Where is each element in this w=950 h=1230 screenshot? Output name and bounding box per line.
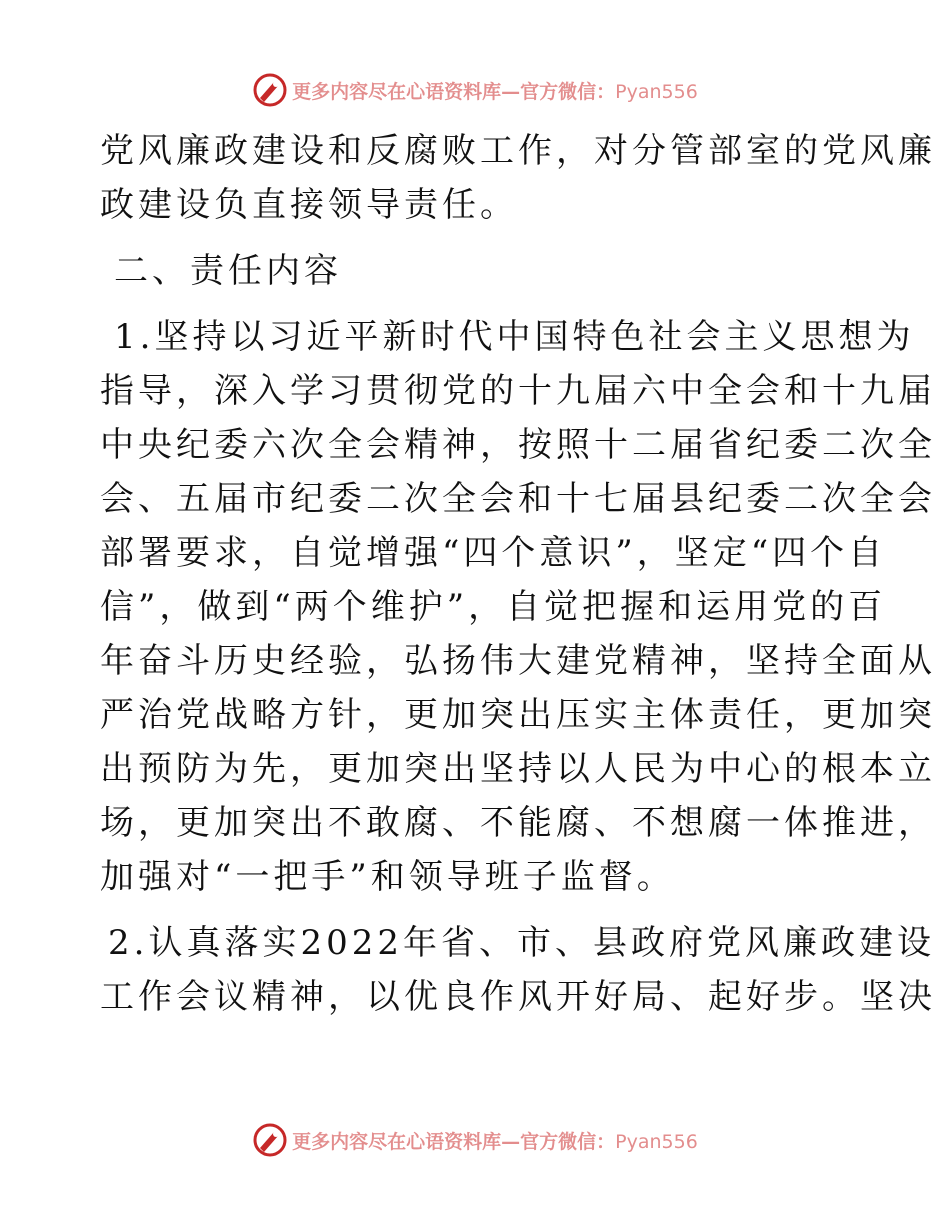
pen-logo-icon xyxy=(252,1122,288,1158)
paragraph-line: 中央纪委六次全会精神，按照十二届省纪委二次全 xyxy=(100,425,936,465)
paragraph-line: 工作会议精神，以优良作风开好局、起好步。坚决 xyxy=(100,977,936,1017)
watermark-bottom xyxy=(0,1120,950,1160)
watermark-wechat-id: Pyan556 xyxy=(615,1130,698,1153)
paragraph-line: 加强对“一把手”和领导班子监督。 xyxy=(100,857,675,897)
document-body xyxy=(100,124,936,1024)
watermark-top xyxy=(0,70,950,110)
paragraph-line: 年奋斗历史经验，弘扬伟大建党精神，坚持全面从 xyxy=(100,641,936,681)
paragraph-line: 党风廉政建设和反腐败工作，对分管部室的党风廉 xyxy=(100,131,936,171)
paragraph-line: 场，更加突出不敢腐、不能腐、不想腐一体推进， xyxy=(100,803,936,843)
paragraph-line: 严治党战略方针，更加突出压实主体责任，更加突 xyxy=(100,695,936,735)
watermark-text: 更多内容尽在心语资料库—官方微信：Pyan556 xyxy=(292,80,698,103)
paragraph-line: 1.坚持以习近平新时代中国特色社会主义思想为 xyxy=(114,317,915,357)
paragraph-line: 政建设负直接领导责任。 xyxy=(100,185,518,225)
paragraph-line: 信”，做到“两个维护”，自觉把握和运用党的百 xyxy=(100,587,887,627)
pen-logo-icon xyxy=(252,72,288,108)
section-heading: 二、责任内容 xyxy=(114,251,342,291)
paragraph-line: 会、五届市纪委二次全会和十七届县纪委二次全会 xyxy=(100,479,936,519)
paragraph-line: 2.认真落实2022年省、市、县政府党风廉政建设 xyxy=(108,923,935,963)
paragraph-line: 部署要求，自觉增强“四个意识”，坚定“四个自 xyxy=(100,533,887,573)
watermark-wechat-id: Pyan556 xyxy=(615,80,698,103)
paragraph-line: 指导，深入学习贯彻党的十九届六中全会和十九届 xyxy=(100,371,936,411)
paragraph-line: 出预防为先，更加突出坚持以人民为中心的根本立 xyxy=(100,749,936,789)
watermark-text: 更多内容尽在心语资料库—官方微信：Pyan556 xyxy=(292,1130,698,1153)
